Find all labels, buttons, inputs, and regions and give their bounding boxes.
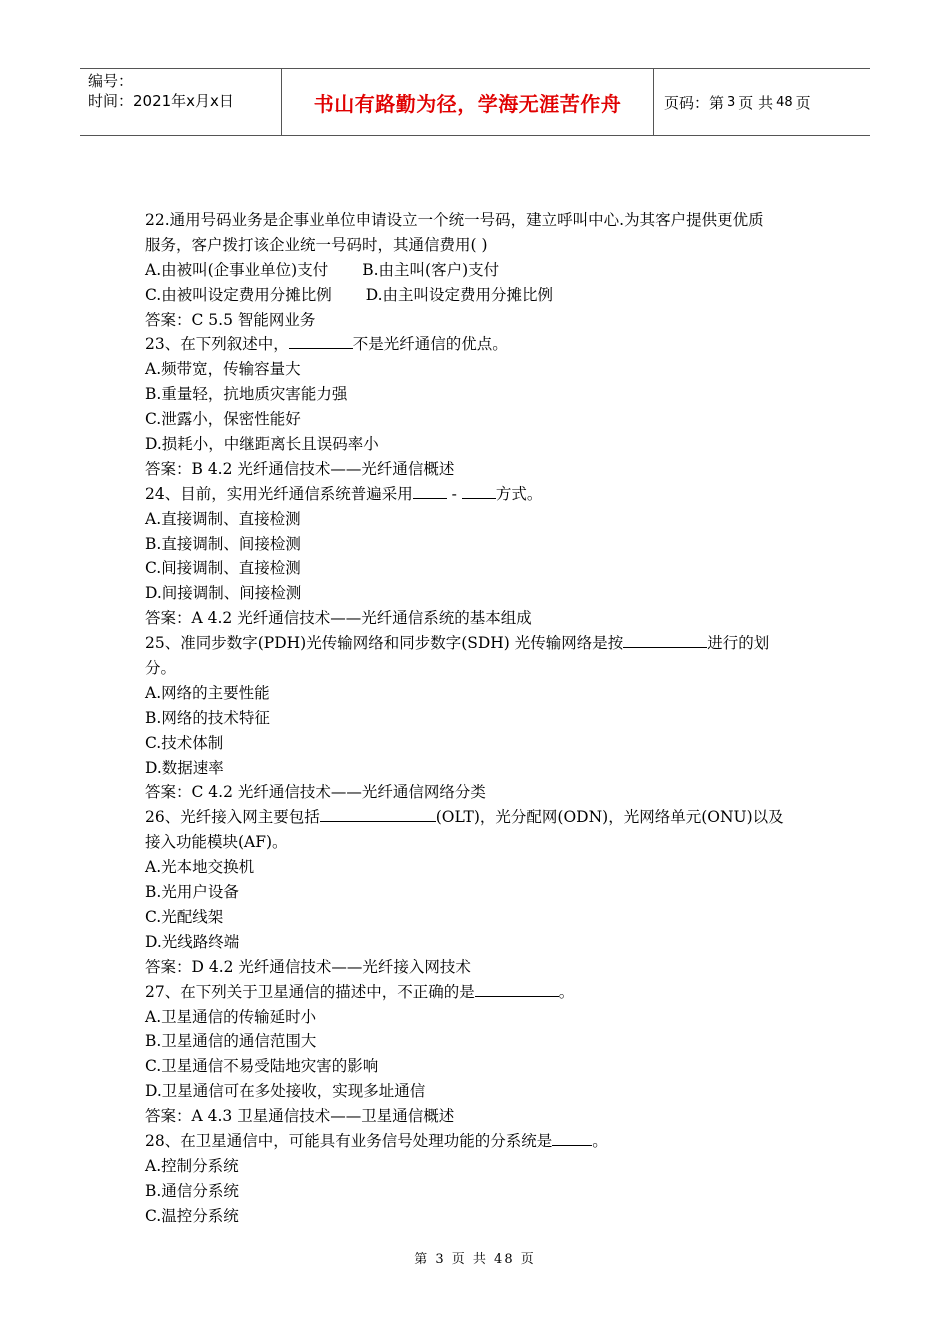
q26-stem-line-1 (145, 805, 811, 830)
q23-stem (145, 332, 811, 357)
q22-answer: 答案：C 5.5 智能网业务 (145, 310, 316, 329)
question-content (145, 208, 811, 1229)
q24-option-a: A.直接调制、直接检测 (145, 509, 301, 528)
q27-option-d: D.卫星通信可在多处接收，实现多址通信 (145, 1082, 426, 1101)
q25-option-b: B.网络的技术特征 (145, 708, 270, 727)
q26-option-a: A.光本地交换机 (145, 858, 255, 877)
q28-option-c: C.温控分系统 (145, 1206, 239, 1225)
q24-blank-2 (462, 482, 496, 499)
q23-option-b: B.重量轻，抗地质灾害能力强 (145, 385, 348, 404)
q23-option-c: C.泄露小，保密性能好 (145, 410, 301, 429)
q22-options-ab (145, 258, 811, 283)
q23-stem-post: 不是光纤通信的优点。 (352, 335, 508, 354)
header-motto: 书山有路勤为径，学海无涯苦作舟 (313, 91, 622, 116)
q28-stem-post: 。 (592, 1131, 608, 1150)
q24-option-b: B.直接调制、间接检测 (145, 534, 301, 553)
q23-stem-pre: 23、在下列叙述中， (145, 335, 289, 354)
q28-stem (145, 1129, 811, 1154)
q27-option-b: B.卫星通信的通信范围大 (145, 1032, 317, 1051)
q25-stem-line-1 (145, 631, 811, 656)
q23-blank (289, 332, 353, 349)
q26-option-d: D.光线路终端 (145, 932, 240, 951)
page-footer: 第 3 页 共 48 页 (414, 1252, 536, 1267)
page-current: 3 (727, 94, 736, 110)
q22-stem-line-1: 22.通用号码业务是企事业单位申请设立一个统一号码，建立呼叫中心.为其客户提供更优质 (145, 211, 764, 229)
q24-option-d: D.间接调制、间接检测 (145, 584, 302, 603)
q25-option-a: A.网络的主要性能 (145, 683, 270, 702)
q25-answer: 答案：C 4.2 光纤通信技术——光纤通信网络分类 (145, 783, 486, 802)
q25-option-d: D.数据速率 (145, 758, 224, 777)
q27-stem-post: 。 (558, 982, 575, 1001)
q25-stem-pre: 25、准同步数字(PDH)光传输网络和同步数字(SDH) 光传输网络是按 (145, 634, 624, 653)
doc-number-label: 编号： (88, 72, 134, 90)
q22-options-cd (145, 283, 811, 308)
q26-blank (320, 805, 436, 822)
doc-time-label: 时间：2021年x月x日 (88, 92, 234, 110)
page-suffix: 页 (795, 93, 811, 112)
page-prefix: 页码：第 (664, 93, 725, 112)
q26-stem-line-2: 接入功能模块(AF)。 (145, 833, 288, 852)
q22-option-c: C.由被叫设定费用分摊比例 (145, 285, 332, 304)
q22-option-d: D.由主叫设定费用分摊比例 (365, 285, 554, 304)
page-mid: 页 共 (738, 93, 774, 112)
q22-option-a: A.由被叫(企事业单位)支付 (145, 260, 329, 279)
q27-stem-pre: 27、在下列关于卫星通信的描述中，不正确的是 (145, 982, 475, 1001)
q23-option-a: A.频带宽，传输容量大 (145, 360, 301, 379)
q24-stem-mid: - (446, 484, 462, 503)
q24-stem (145, 482, 811, 507)
q27-stem (145, 980, 811, 1005)
q25-blank (623, 631, 707, 648)
q25-stem-line-2: 分。 (145, 659, 177, 678)
header-motto-cell (282, 69, 654, 135)
q24-stem-post: 方式。 (495, 484, 543, 503)
page-header (80, 68, 870, 136)
q26-stem-post: (OLT)，光分配网(ODN)，光网络单元(ONU)以及 (435, 808, 784, 827)
q28-blank (552, 1129, 592, 1146)
q28-option-a: A.控制分系统 (145, 1156, 239, 1175)
header-meta (80, 69, 282, 135)
header-page-info (654, 69, 870, 135)
q22-option-b: B.由主叫(客户)支付 (362, 260, 500, 279)
q24-blank-1 (413, 482, 447, 499)
q26-answer: 答案：D 4.2 光纤通信技术——光纤接入网技术 (145, 957, 471, 976)
q26-option-c: C.光配线架 (145, 907, 224, 926)
q27-answer: 答案：A 4.3 卫星通信技术——卫星通信概述 (145, 1107, 455, 1126)
q28-stem-pre: 28、在卫星通信中，可能具有业务信号处理功能的分系统是 (145, 1131, 553, 1150)
q25-option-c: C.技术体制 (145, 733, 224, 752)
page-total: 48 (776, 94, 793, 110)
q27-blank (475, 980, 559, 997)
q25-stem-post: 进行的划 (707, 634, 770, 653)
q23-answer: 答案：B 4.2 光纤通信技术——光纤通信概述 (145, 459, 455, 478)
q24-answer: 答案：A 4.2 光纤通信技术——光纤通信系统的基本组成 (145, 609, 532, 628)
q27-option-a: A.卫星通信的传输延时小 (145, 1007, 317, 1026)
q24-stem-pre: 24、目前，实用光纤通信系统普遍采用 (145, 484, 413, 503)
q22-stem-line-2: 服务，客户拨打该企业统一号码时，其通信费用( ) (145, 235, 488, 254)
q28-option-b: B.通信分系统 (145, 1181, 239, 1200)
q26-stem-pre: 26、光纤接入网主要包括 (145, 808, 320, 827)
q26-option-b: B.光用户设备 (145, 883, 239, 902)
q24-option-c: C.间接调制、直接检测 (145, 559, 301, 578)
q27-option-c: C.卫星通信不易受陆地灾害的影响 (145, 1057, 379, 1076)
q23-option-d: D.损耗小，中继距离长且误码率小 (145, 435, 379, 454)
